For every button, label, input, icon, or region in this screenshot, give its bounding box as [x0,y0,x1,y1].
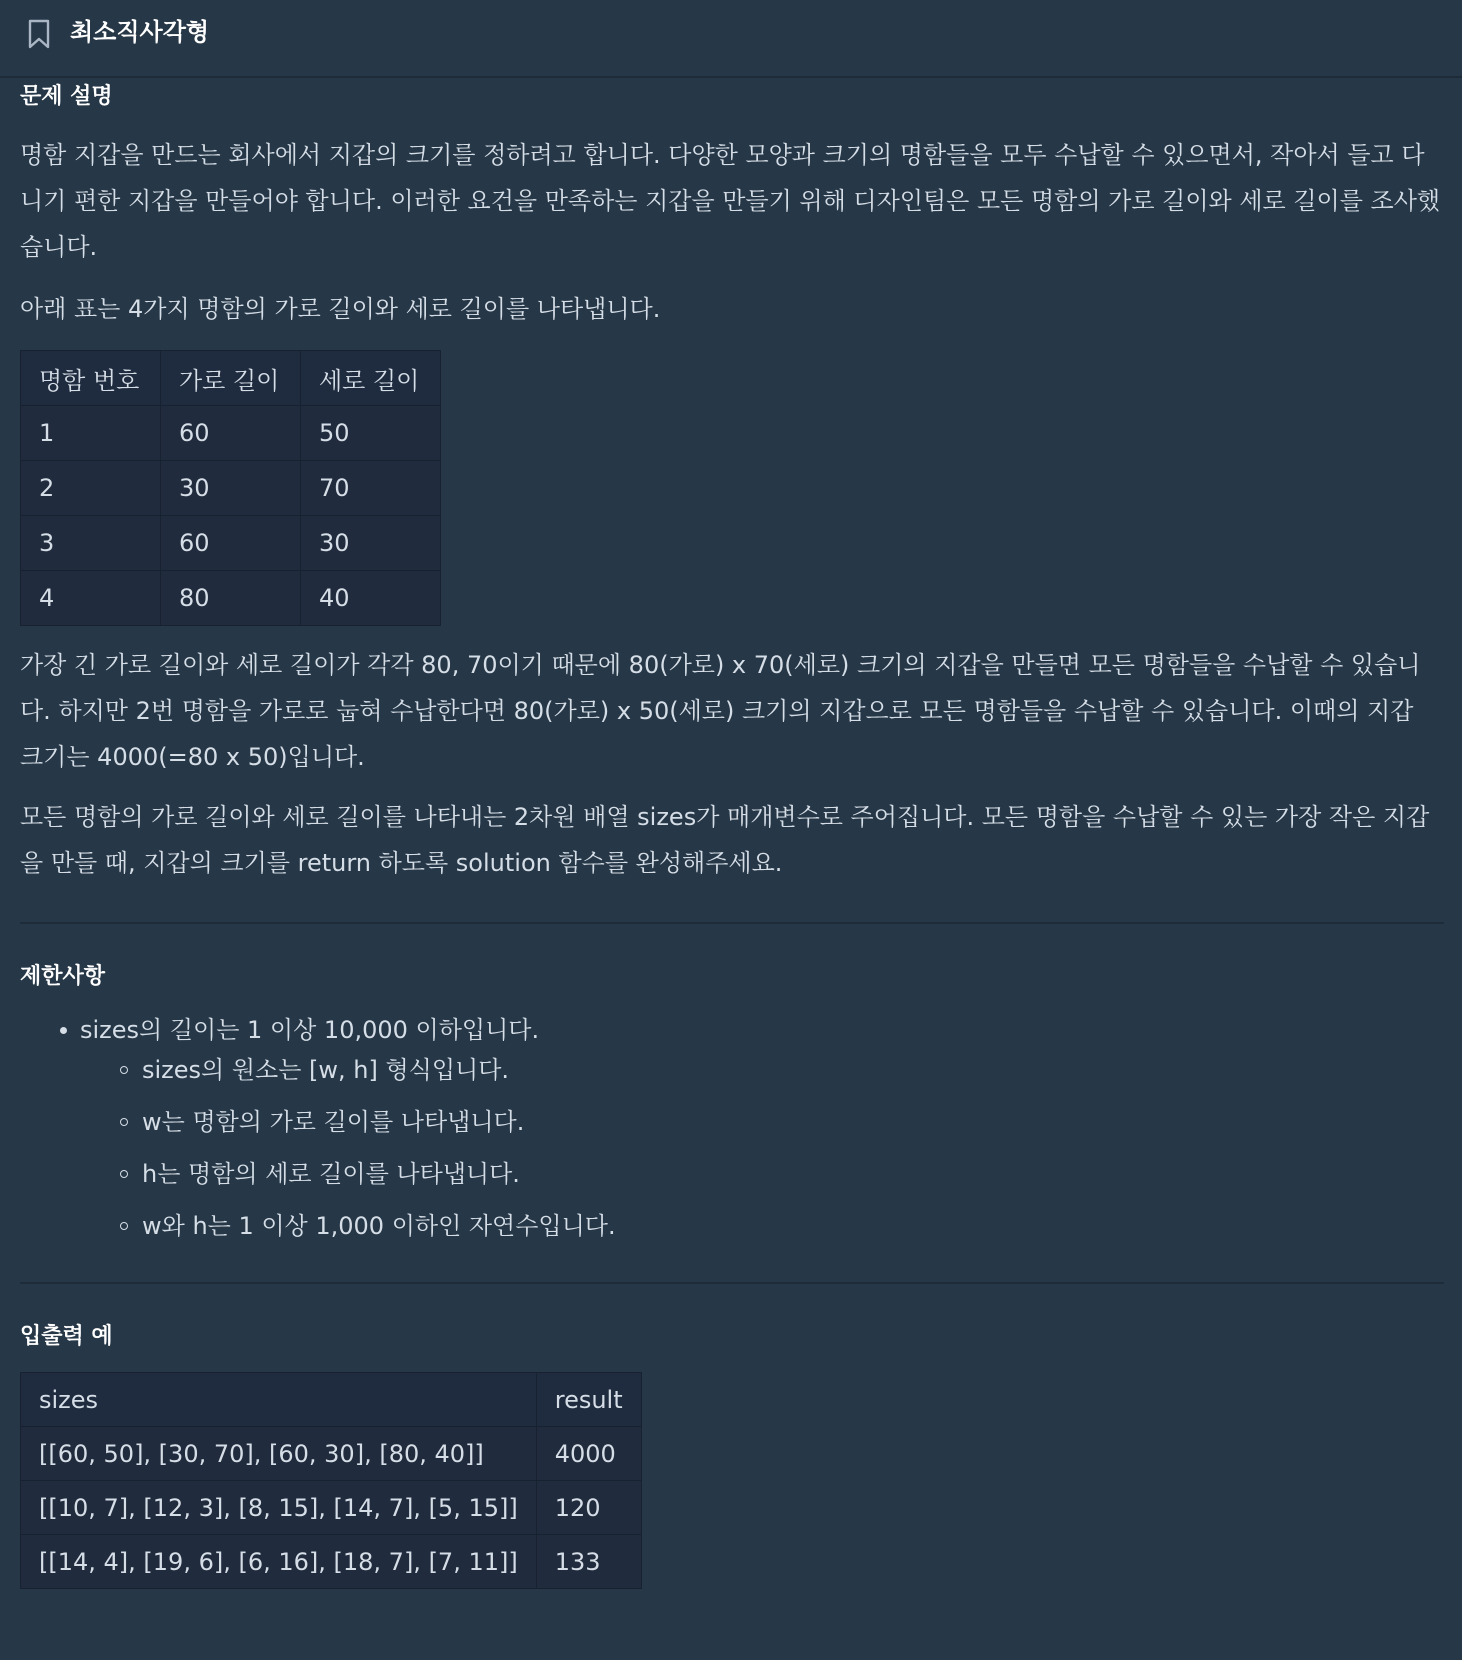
table-cell: 70 [301,461,441,516]
description-paragraph-1: 명함 지갑을 만드는 회사에서 지갑의 크기를 정하려고 합니다. 다양한 모양과 크기의 명함들을 모두 수납할 수 있으면서, 작아서 들고 다니기 편한 지갑을 만들어야 합니다. 이러한 요건을 만족하는 지갑을 만들기 위해 디자인팀은 모든 명함의 가로 길이와 세로 길이를 조사했습니다. [20,141,1441,261]
list-item: sizes의 원소는 [w, h] 형식입니다. [142,1050,1444,1090]
table-cell: 4000 [536,1427,641,1481]
constraints-heading: 제한사항 [20,964,106,989]
table-cell: 120 [536,1481,641,1535]
table-header-cell: 명함 번호 [21,351,161,406]
list-item: h는 명함의 세로 길이를 나타냅니다. [142,1148,1444,1200]
list-item: w와 h는 1 이상 1,000 이하인 자연수입니다. [142,1200,1444,1252]
bookmark-icon[interactable] [26,18,52,50]
table-cell: 30 [161,461,301,516]
io-example-heading: 입출력 예 [20,1324,113,1349]
io-example-table [20,1372,642,1589]
constraints-list [20,1010,1444,1252]
constraints-sublist [80,1050,1444,1252]
table-header-cell: result [536,1373,641,1427]
table-cell: 30 [301,516,441,571]
table-cell: [[60, 50], [30, 70], [60, 30], [80, 40]] [21,1427,537,1481]
table-header-row [21,1373,642,1427]
table-cell: 60 [161,516,301,571]
table-cell: 40 [301,571,441,626]
table-header-cell: 세로 길이 [301,351,441,406]
description-paragraph-2: 아래 표는 4가지 명함의 가로 길이와 세로 길이를 나타냅니다. [20,295,661,323]
table-cell: 133 [536,1535,641,1589]
table-cell: 2 [21,461,161,516]
table-row [21,1481,642,1535]
description-paragraph-3: 가장 긴 가로 길이와 세로 길이가 각각 80, 70이기 때문에 80(가로) x 70(세로) 크기의 지갑을 만들면 모든 명함들을 수납할 수 있습니다. 하지만 2번 명함을 가로로 눕혀 수납한다면 80(가로) x 50(세로) 크기의 지갑으로 모든 명함들을 수납할 수 있습니다. 이때의 지갑 크기는 4000(=80 x 50)입니다. [20,651,1421,771]
title-bar [0,0,1462,78]
table-cell: 60 [161,406,301,461]
list-item [80,1010,1444,1252]
section-divider [20,922,1444,924]
table-row [21,1427,642,1481]
card-size-table [20,350,441,626]
table-cell: 4 [21,571,161,626]
table-row [21,571,441,626]
table-cell: [[10, 7], [12, 3], [8, 15], [14, 7], [5, 15]] [21,1481,537,1535]
table-cell: 50 [301,406,441,461]
table-row [21,406,441,461]
table-header-cell: sizes [21,1373,537,1427]
problem-content [20,78,1444,1589]
table-cell: [[14, 4], [19, 6], [6, 16], [18, 7], [7, 11]] [21,1535,537,1589]
table-row [21,461,441,516]
list-item: w는 명함의 가로 길이를 나타냅니다. [142,1096,1444,1148]
table-cell: 1 [21,406,161,461]
table-cell: 80 [161,571,301,626]
table-header-cell: 가로 길이 [161,351,301,406]
constraint-text: sizes의 길이는 1 이상 10,000 이하입니다. [80,1016,540,1044]
table-header-row [21,351,441,406]
section-divider [20,1282,1444,1284]
table-cell: 3 [21,516,161,571]
table-row [21,516,441,571]
page-title: 최소직사각형 [70,18,210,46]
table-row [21,1535,642,1589]
problem-description-heading: 문제 설명 [20,84,113,109]
description-paragraph-4: 모든 명함의 가로 길이와 세로 길이를 나타내는 2차원 배열 sizes가 매개변수로 주어집니다. 모든 명함을 수납할 수 있는 가장 작은 지갑을 만들 때, 지갑의 크기를 return 하도록 solution 함수를 완성해주세요. [20,803,1430,877]
